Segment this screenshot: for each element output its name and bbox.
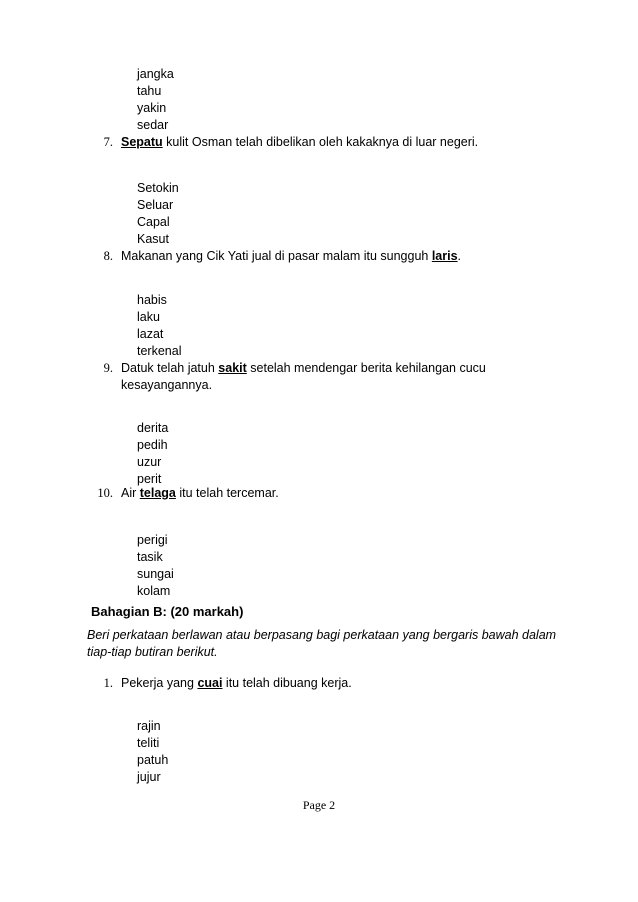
- option: Kasut: [137, 232, 169, 246]
- option: Setokin: [137, 181, 179, 195]
- question-number: 1.: [103, 676, 113, 690]
- question-number: 10.: [97, 486, 113, 500]
- option: Seluar: [137, 198, 174, 212]
- question-text: Makanan yang Cik Yati jual di pasar malam itu sungguh: [121, 249, 432, 263]
- question-text: itu telah tercemar.: [175, 486, 279, 500]
- question-text: Datuk telah jatuh: [121, 361, 219, 375]
- section-instruction: Beri perkataan berlawan atau berpasang bagi perkataan yang bergaris bawah dalam tiap-tiap butiran berikut.: [87, 628, 557, 659]
- page-number: Page 2: [302, 798, 336, 812]
- question-9: [121, 360, 486, 377]
- option: tasik: [137, 550, 163, 564]
- question-number: 7.: [103, 135, 113, 149]
- question-text: Air: [121, 486, 140, 500]
- question-text: setelah mendengar berita kehilangan cucu: [246, 361, 486, 375]
- question-number: 8.: [103, 249, 113, 263]
- option: patuh: [137, 753, 169, 767]
- question-7: [121, 134, 478, 151]
- option: tahu: [137, 84, 162, 98]
- underlined-word: Sepatu: [121, 135, 163, 149]
- option: jangka: [137, 67, 174, 81]
- option: terkenal: [137, 344, 182, 358]
- option: kolam: [137, 584, 171, 598]
- option: yakin: [137, 101, 167, 115]
- option: Capal: [137, 215, 170, 229]
- question-number: 9.: [103, 361, 113, 375]
- option: teliti: [137, 736, 160, 750]
- underlined-word: cuai: [197, 676, 223, 690]
- question-text: Pekerja yang: [121, 676, 198, 690]
- option: perit: [137, 472, 162, 486]
- section-title: Bahagian B: (20 markah): [91, 604, 244, 619]
- option: pedih: [137, 438, 168, 452]
- question-text: itu telah dibuang kerja.: [222, 676, 352, 690]
- option: sedar: [137, 118, 169, 132]
- question-8: [121, 248, 461, 265]
- option: uzur: [137, 455, 162, 469]
- question-9-line2: kesayangannya.: [121, 378, 213, 392]
- option: rajin: [137, 719, 161, 733]
- underlined-word: sakit: [218, 361, 247, 375]
- underlined-word: laris: [431, 249, 458, 263]
- underlined-word: telaga: [139, 486, 176, 500]
- question-b1: [121, 675, 352, 692]
- option: sungai: [137, 567, 174, 581]
- option: laku: [137, 310, 160, 324]
- option: perigi: [137, 533, 168, 547]
- option: habis: [137, 293, 167, 307]
- option: derita: [137, 421, 169, 435]
- option: lazat: [137, 327, 164, 341]
- question-10: [121, 485, 279, 502]
- question-punct: .: [457, 249, 462, 263]
- question-text: kulit Osman telah dibelikan oleh kakaknya di luar negeri.: [162, 135, 479, 149]
- option: jujur: [137, 770, 161, 784]
